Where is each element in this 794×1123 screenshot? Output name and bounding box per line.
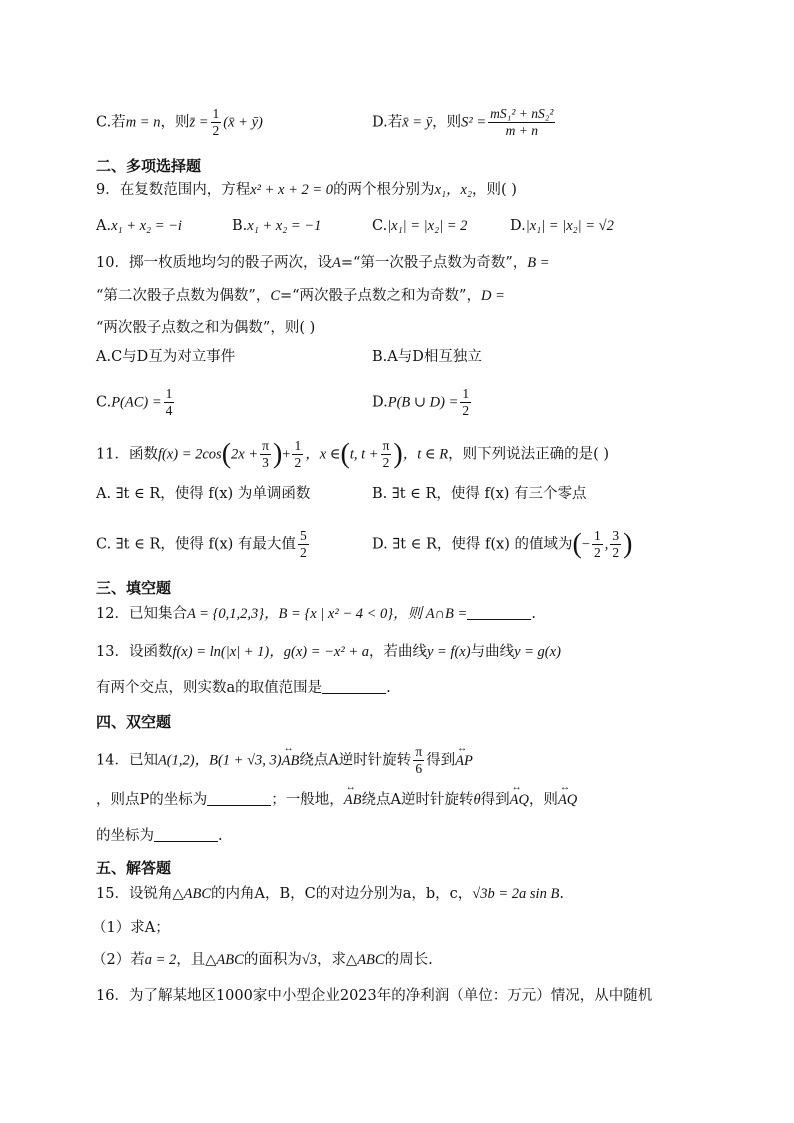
q14-stem-line3: 的坐标为 .: [96, 828, 223, 844]
fraction: $\frac{1}{2}$: [462, 386, 470, 418]
fraction: $\frac{1}{2}$: [593, 528, 601, 560]
q11-option-a: A. ∃t ∈ R，使得 f(x) 为单调函数: [96, 486, 311, 502]
answer-blank[interactable]: [154, 827, 218, 842]
q9-option-c: C.|x₁| = |x₂| = 2: [372, 218, 468, 234]
q15-part1: （1）求A；: [92, 920, 170, 936]
q10-option-a: A.C与D互为对立事件: [96, 349, 236, 365]
q9-stem: 9．在复数范围内，方程x² + x + 2 = 0的两个根分别为x₁，x₂，则( ): [96, 182, 517, 198]
fraction: $\frac{1}{2}$: [212, 106, 220, 138]
q10-option-d: D.P(B ∪ D) = $\frac{1}{2}$: [372, 386, 470, 418]
q8-option-c: C.若m = n，则z̄ = $\frac{1}{2}$ (x̄ + ȳ): [96, 106, 263, 138]
q10-option-b: B.A与D相互独立: [372, 349, 482, 365]
q10-stem-line2: “第二次骰子点数为偶数”，C=“两次骰子点数之和为奇数”，D =: [96, 288, 505, 304]
section-title: 三、填空题: [96, 579, 172, 597]
fraction: $\frac{5}{2}$: [299, 528, 307, 560]
q15-part2: （2）若a = 2，且△ABC的面积为√3，求△ABC的周长.: [92, 952, 433, 968]
answer-blank[interactable]: [467, 605, 531, 620]
q16-stem: 16．为了解某地区1000家中小型企业2023年的净利润（单位：万元）情况，从中随机: [96, 988, 653, 1004]
q15-stem: 15．设锐角△ABC的内角A，B，C的对边分别为a，b，c，√3b = 2a sin B.: [96, 886, 564, 902]
q8-option-d: D.若x̄ = ȳ，则S² = $\frac{\text{mS₁² + nS₂²}}{m + n}$: [372, 106, 554, 138]
q13-stem-line2: 有两个交点，则实数a的取值范围是 .: [96, 680, 391, 696]
fraction: $\frac{\pi}{3}$: [262, 438, 269, 470]
q10-stem-line1: 10．掷一枚质地均匀的骰子两次，设A=“第一次骰子点数为奇数”，B =: [96, 255, 550, 271]
q11-stem: 11．函数f(x) = 2cos(2x + $\frac{\pi}{3}$ )+ $\frac{1}{2}$ ，x ∈(t, t + $\frac{\pi}{2}$ )，t ∈ R，则下列说法正确的是( ): [96, 438, 610, 470]
fraction: $\frac{3}{2}$: [612, 528, 620, 560]
q11-option-d: D. ∃t ∈ R，使得 f(x) 的值域为(− $\frac{1}{2}$ , $\frac{3}{2}$ ): [372, 528, 633, 560]
q13-stem-line1: 13．设函数f(x) = ln(|x| + 1)，g(x) = −x² + a，若曲线y = f(x)与曲线y = g(x): [96, 644, 561, 660]
fraction: $\frac{1}{2}$: [294, 438, 302, 470]
q9-option-b: B.x₁ + x₂ = −1: [232, 218, 322, 234]
section-title: 二、多项选择题: [96, 157, 202, 175]
fraction: $\frac{\pi}{2}$: [382, 438, 390, 470]
fraction: $\frac{1}{4}$: [165, 386, 173, 418]
q9-option-a: A.x₁ + x₂ = −i: [96, 218, 182, 234]
fraction: $\frac{\pi}{6}$: [415, 744, 423, 776]
q11-option-c: C. ∃t ∈ R，使得 f(x) 有最大值 $\frac{5}{2}$: [96, 528, 307, 560]
q9-option-d: D.|x₁| = |x₂| = √2: [510, 218, 614, 234]
answer-blank[interactable]: [322, 679, 386, 694]
q12-stem: 12．已知集合A = {0,1,2,3}，B = {x | x² − 4 < 0}，则 A∩B = .: [96, 606, 536, 622]
q10-stem-line3: “两次骰子点数之和为偶数”，则( ): [96, 320, 316, 336]
q11-option-b: B. ∃t ∈ R，使得 f(x) 有三个零点: [372, 486, 587, 502]
answer-blank[interactable]: [207, 791, 271, 806]
fraction: $\frac{\text{mS₁² + nS₂²}}{m + n}$: [490, 106, 554, 138]
q10-option-c: C.P(AC) = $\frac{1}{4}$: [96, 386, 173, 418]
section-title: 五、解答题: [96, 859, 172, 877]
q14-stem-line2: ，则点P的坐标为 ；一般地，↔ AB绕点A逆时针旋转θ得到↔ AQ，则↔ AQ: [96, 790, 577, 810]
section-title: 四、双空题: [96, 713, 172, 731]
q14-stem-line1: 14．已知A(1,2)，B(1 + √3, 3)↔ AB绕点A逆时针旋转 $\frac{\pi}{6}$ 得到↔ AP: [96, 744, 473, 777]
